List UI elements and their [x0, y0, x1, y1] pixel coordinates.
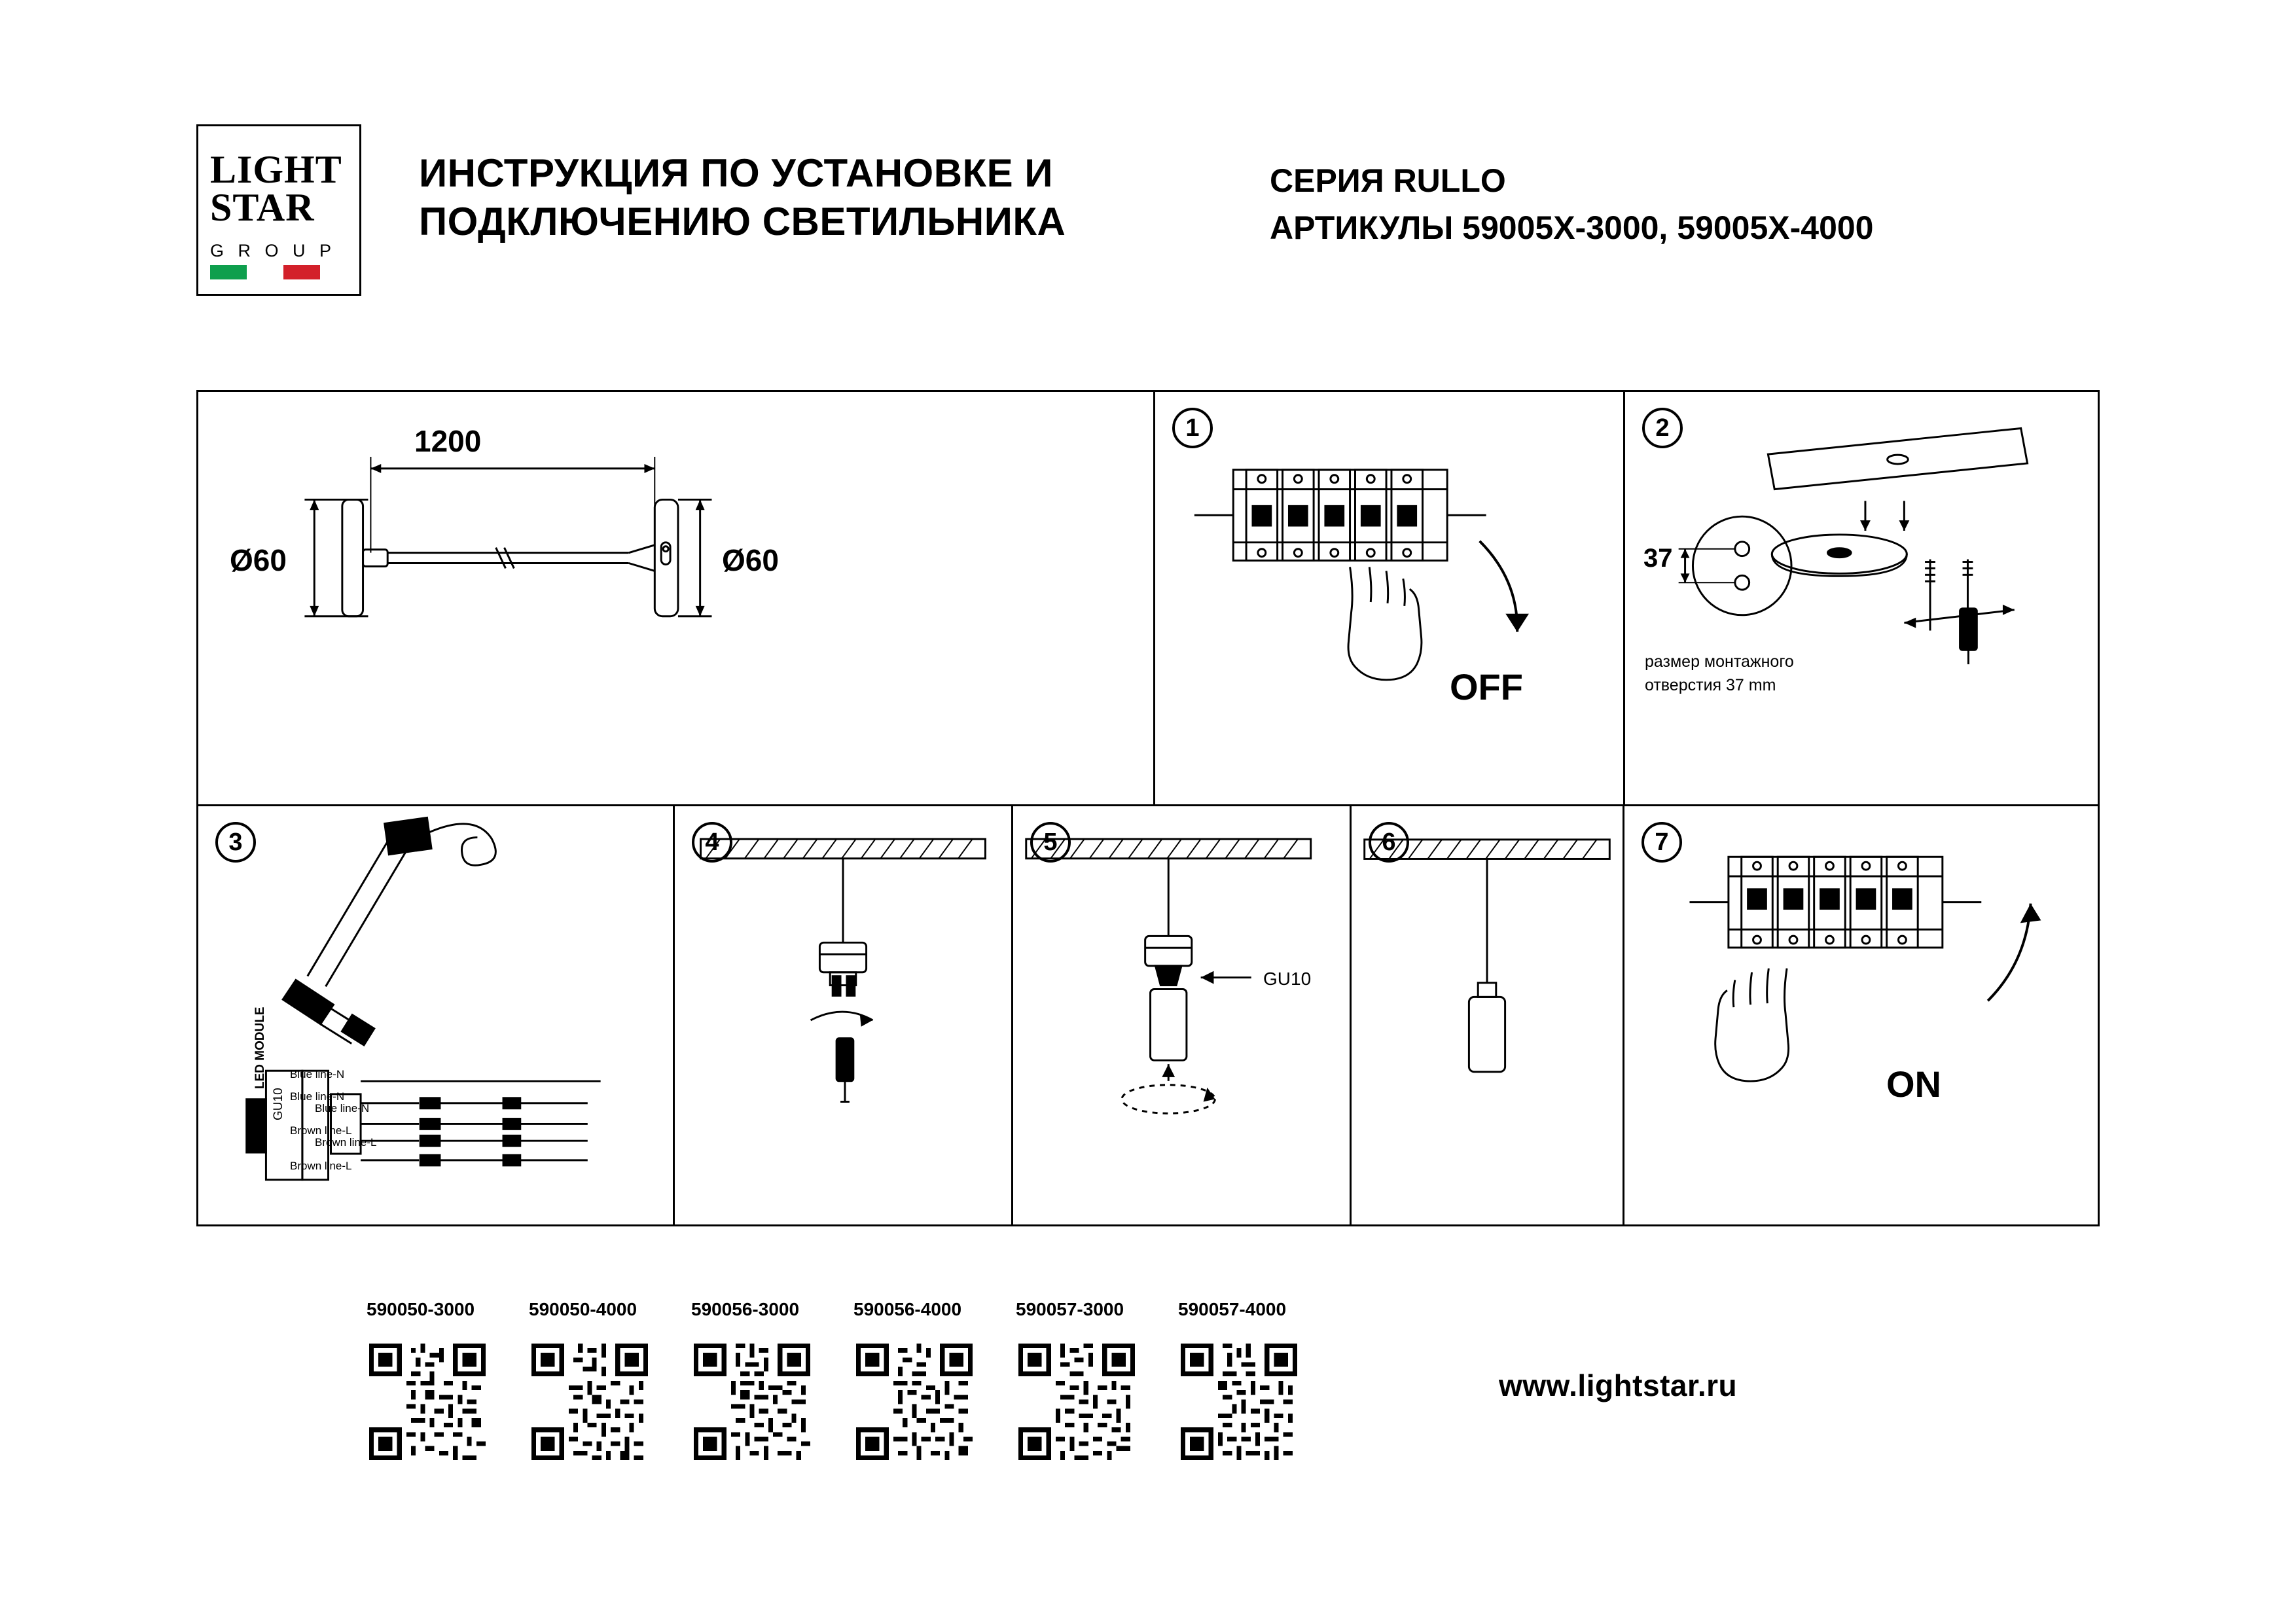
- overview-diameter-left-label: Ø60: [230, 543, 287, 577]
- qr-label: 590050-4000: [529, 1299, 637, 1319]
- step-3-wire-label-3: Blue line-N: [315, 1102, 370, 1115]
- step-2-depth-label: 37: [1643, 544, 1673, 573]
- step-6-panel: [1350, 804, 1624, 1226]
- step-2-panel: [1623, 390, 2100, 806]
- step-2-note-line1: размер монтажного: [1645, 652, 1794, 671]
- step-3-badge: 3: [215, 822, 256, 863]
- step-2-badge: 2: [1642, 408, 1683, 448]
- step-4-badge: 4: [692, 822, 732, 863]
- step-7-state-label: ON: [1886, 1063, 1941, 1105]
- qr-code-image: [1018, 1344, 1135, 1460]
- overview-panel: [196, 390, 1155, 806]
- qr-code-image: [1181, 1344, 1297, 1460]
- page-title-line-1: ИНСТРУКЦИЯ ПО УСТАНОВКЕ И: [419, 151, 1053, 195]
- articles-label: АРТИКУЛЫ 59005X-3000, 59005X-4000: [1270, 209, 1874, 246]
- step-1-badge: 1: [1172, 408, 1213, 448]
- logo-line-group: G R O U P: [210, 241, 336, 260]
- qr-code-row: [367, 1299, 1479, 1495]
- step-3-wire-label-2: Blue line-N: [290, 1090, 345, 1103]
- page-title-line-2: ПОДКЛЮЧЕНИЮ СВЕТИЛЬНИКА: [419, 200, 1066, 243]
- step-7-badge: 7: [1641, 822, 1682, 863]
- step-5-drawing: [1013, 806, 1350, 1224]
- step-4-drawing: [675, 806, 1011, 1224]
- qr-label: 590050-3000: [367, 1299, 475, 1319]
- italy-flag-icon: [210, 265, 320, 279]
- step-5-badge: 5: [1030, 822, 1071, 863]
- step-3-led-module-label: LED MODULE: [253, 1007, 267, 1089]
- page-title: [419, 149, 1191, 246]
- qr-item: [529, 1299, 679, 1463]
- logo-line-light: LIGHT: [210, 148, 342, 191]
- overview-length-label: 1200: [414, 424, 482, 458]
- qr-code-image: [856, 1344, 973, 1460]
- product-info: [1270, 157, 2108, 251]
- step-4-panel: [673, 804, 1013, 1226]
- website-link[interactable]: www.lightstar.ru: [1499, 1368, 1738, 1402]
- logo-line-star: STAR: [210, 186, 315, 229]
- qr-label: 590057-3000: [1016, 1299, 1124, 1319]
- qr-code-image: [694, 1344, 810, 1460]
- step-3-wire-label-4: Brown line-L: [290, 1124, 352, 1137]
- step-7-drawing: [1624, 806, 2098, 1224]
- step-1-panel: [1153, 390, 1625, 806]
- overview-diameter-right-label: Ø60: [722, 543, 779, 577]
- overview-drawing: [198, 392, 1153, 804]
- step-1-drawing: [1155, 392, 1623, 804]
- diagram-grid: [196, 390, 2100, 1226]
- series-label: СЕРИЯ RULLO: [1270, 162, 1506, 199]
- qr-code-image: [531, 1344, 648, 1460]
- brand-logo: [196, 124, 361, 296]
- step-5-lamp-label: GU10: [1263, 969, 1312, 989]
- qr-code-image: [369, 1344, 486, 1460]
- qr-label: 590056-3000: [691, 1299, 800, 1319]
- step-7-panel: [1623, 804, 2100, 1226]
- step-2-note-line2: отверстия 37 mm: [1645, 676, 1776, 694]
- step-3-drawing: [198, 806, 673, 1224]
- qr-item: [1016, 1299, 1166, 1463]
- step-6-drawing: [1352, 806, 1623, 1224]
- qr-item: [1178, 1299, 1329, 1463]
- step-3-gu10-label: GU10: [272, 1088, 285, 1120]
- step-3-wire-label-1: Blue line-N: [290, 1068, 345, 1080]
- step-2-drawing: [1625, 392, 2098, 804]
- qr-item: [367, 1299, 517, 1463]
- step-1-state-label: OFF: [1450, 666, 1523, 707]
- step-3-wire-label-5: Brown line-L: [315, 1136, 377, 1149]
- qr-item: [853, 1299, 1004, 1463]
- qr-label: 590057-4000: [1178, 1299, 1287, 1319]
- qr-item: [691, 1299, 842, 1463]
- qr-label: 590056-4000: [853, 1299, 962, 1319]
- step-3-panel: [196, 804, 675, 1226]
- step-6-badge: 6: [1369, 822, 1409, 863]
- step-3-wire-label-6: Brown line-L: [290, 1160, 352, 1172]
- step-5-panel: [1011, 804, 1352, 1226]
